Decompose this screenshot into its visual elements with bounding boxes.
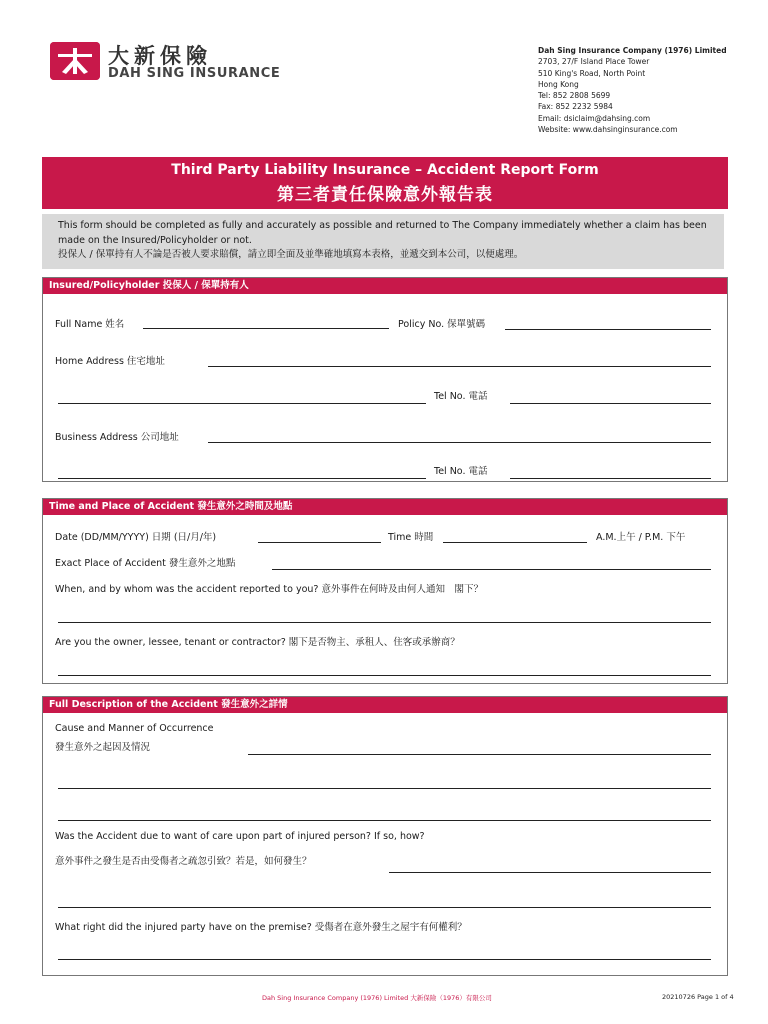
care-field-1[interactable] (389, 872, 711, 873)
time-place-section-heading: Time and Place of Accident 發生意外之時間及地點 (43, 499, 727, 515)
business-address-field-2[interactable] (58, 478, 426, 479)
tel-no-label-1: Tel No. 電話 (434, 391, 488, 402)
exact-place-field[interactable] (272, 569, 711, 570)
business-tel-field[interactable] (510, 478, 711, 479)
owner-answer-field[interactable] (58, 675, 711, 676)
footer-page-number: 20210726 Page 1 of 4 (662, 993, 734, 1001)
address-line-3: Hong Kong (538, 79, 579, 89)
owner-question: Are you the owner, lessee, tenant or contractor? 閣下是否物主、承租人、住客或承辦商？ (55, 637, 460, 648)
full-name-label: Full Name 姓名 (55, 319, 125, 330)
care-question-chinese: 意外事件之發生是否由受傷者之疏忽引致？若是，如何發生？ (55, 856, 312, 867)
logo-chinese: 大新保險 (108, 44, 212, 68)
business-address-label: Business Address 公司地址 (55, 432, 179, 443)
intro-line-1: This form should be completed as fully and accurately as possible and returned to The Company immediately whether a claim has been (58, 220, 707, 231)
cause-field-1[interactable] (248, 754, 711, 755)
full-name-field[interactable] (143, 328, 389, 329)
logo-mark-icon (50, 42, 100, 80)
date-label: Date (DD/MM/YYYY) 日期 (日/月/年) (55, 532, 217, 543)
cause-label-chinese: 發生意外之起因及情況 (55, 742, 151, 753)
insured-section-heading: Insured/Policyholder 投保人 / 保單持有人 (43, 278, 727, 294)
email-line: Email: dsiclaim@dahsing.com (538, 113, 651, 123)
reported-question: When, and by whom was the accident reported to you? 意外事件在何時及由何人通知 閣下？ (55, 584, 483, 595)
right-answer-field[interactable] (58, 959, 711, 960)
company-name: Dah Sing Insurance Company (1976) Limited (538, 46, 727, 55)
logo-english: DAH SING INSURANCE (108, 66, 281, 81)
date-field[interactable] (258, 542, 381, 543)
cause-field-3[interactable] (58, 820, 711, 821)
description-section (42, 696, 728, 976)
form-title-english: Third Party Liability Insurance – Accident Report Form (171, 162, 599, 178)
am-pm-label: A.M.上午 / P.M. 下午 (596, 532, 686, 543)
tel-line: Tel: 852 2808 5699 (538, 91, 611, 101)
home-address-field-1[interactable] (208, 366, 711, 367)
fax-line: Fax: 852 2232 5984 (538, 102, 613, 112)
home-address-label: Home Address 住宅地址 (55, 356, 165, 367)
website-line: Website: www.dahsinginsurance.com (538, 125, 678, 135)
time-place-section (42, 498, 728, 684)
insured-section (42, 277, 728, 482)
time-field[interactable] (443, 542, 587, 543)
company-contact-block (538, 45, 727, 135)
right-question: What right did the injured party have on the premise? 受傷者在意外發生之屋宇有何權利？ (55, 922, 467, 933)
description-section-heading: Full Description of the Accident 發生意外之詳情 (43, 697, 727, 713)
cause-label-english: Cause and Manner of Occurrence (55, 723, 214, 734)
intro-note (42, 214, 724, 269)
reported-answer-field[interactable] (58, 622, 711, 623)
intro-line-2: made on the Insured/Policyholder or not. (58, 234, 252, 246)
address-line-1: 2703, 27/F Island Place Tower (538, 57, 650, 67)
footer-company: Dah Sing Insurance Company (1976) Limited 大新保險（1976）有限公司 (262, 994, 492, 1002)
care-question-english: Was the Accident due to want of care upon part of injured person? If so, how? (55, 831, 425, 842)
business-address-field-1[interactable] (208, 442, 711, 443)
exact-place-label: Exact Place of Accident 發生意外之地點 (55, 558, 236, 569)
home-address-field-2[interactable] (58, 403, 426, 404)
policy-no-label: Policy No. 保單號碼 (398, 319, 486, 330)
policy-no-field[interactable] (505, 329, 711, 330)
form-title-chinese: 第三者責任保險意外報告表 (277, 185, 493, 205)
address-line-2: 510 King's Road, North Point (538, 68, 646, 78)
intro-line-3: 投保人 / 保單持有人不論是否被人要求賠償，請立即全面及並準確地填寫本表格，並遞交到本公司，以便處理。 (58, 249, 524, 260)
cause-field-2[interactable] (58, 788, 711, 789)
time-label: Time 時間 (388, 532, 434, 543)
title-banner (42, 157, 728, 209)
care-field-2[interactable] (58, 907, 711, 908)
home-tel-field[interactable] (510, 403, 711, 404)
tel-no-label-2: Tel No. 電話 (434, 466, 488, 477)
